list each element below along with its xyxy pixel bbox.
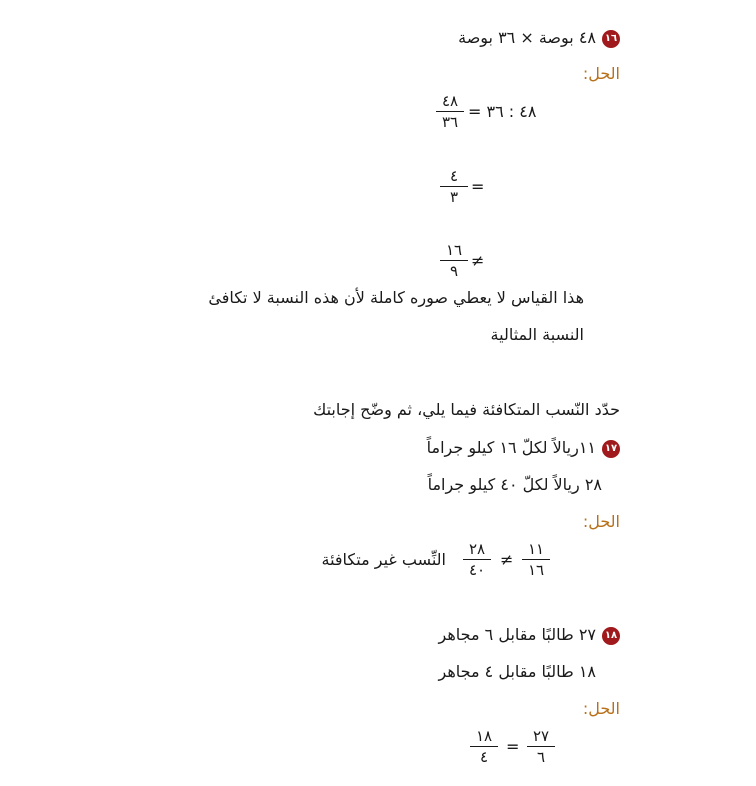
fraction-48-36 [436, 92, 464, 131]
explanation-line-1: هذا القياس لا يعطي صوره كاملة لأن هذه النسبة لا تكافئ [208, 288, 584, 307]
numerator: ١٦ [445, 241, 463, 259]
denominator: ١٦ [527, 561, 545, 579]
fraction-16-9 [440, 241, 468, 280]
numerator: ٤ [449, 167, 459, 185]
denominator: ٣ [449, 188, 459, 206]
solution-label-18: الحل: [582, 699, 620, 718]
problem-17-text-1: ١١ريالاً لكلّ ١٦ كيلو جراماً [426, 438, 596, 457]
problem-18-text-1: ٢٧ طالبًا مقابل ٦ مجاهر [438, 625, 596, 644]
instruction-heading: حدّد النّسب المتكافئة فيما يلي، ثم وضّح إجابتك [313, 400, 620, 419]
problem-17-line-2: ٢٨ ريالاً لكلّ ٤٠ كيلو جراماً [427, 475, 602, 494]
problem-18-badge: ١٨ [602, 627, 620, 645]
fraction-18-4 [470, 727, 498, 766]
problem-17-line-1 [427, 437, 620, 459]
denominator: ٦ [536, 748, 546, 766]
problem-16-question [458, 27, 620, 49]
explanation-line-2: النسبة المثالية [490, 325, 584, 344]
denominator: ٣٦ [441, 113, 459, 131]
not-equal-sign: ≠ [500, 550, 514, 569]
fraction-28-40 [463, 540, 491, 579]
not-equal-sign: ≠ [471, 251, 485, 270]
conclusion-text: النِّسب غير متكافئة [321, 550, 446, 569]
numerator: ٤٨ [441, 92, 459, 110]
solution-label-16: الحل: [582, 64, 620, 83]
denominator: ٩ [449, 262, 459, 280]
problem-18-line-1 [439, 624, 620, 646]
solution-label-17: الحل: [582, 512, 620, 531]
denominator: ٤٠ [468, 561, 486, 579]
fraction-27-6 [527, 727, 555, 766]
ratio-48-36: ٤٨ : ٣٦ = [468, 102, 537, 121]
equals-sign: = [506, 737, 520, 756]
problem-16-badge: ١٦ [602, 30, 620, 48]
numerator: ١١ [527, 540, 545, 558]
denominator: ٤ [479, 748, 489, 766]
problem-18-line-2: ١٨ طالبًا مقابل ٤ مجاهر [438, 662, 596, 681]
fraction-4-3 [440, 167, 468, 206]
numerator: ١٨ [475, 727, 493, 745]
problem-16-text: ٤٨ بوصة × ٣٦ بوصة [458, 28, 596, 47]
equals-sign: = [471, 177, 485, 196]
problem-17-badge: ١٧ [602, 440, 620, 458]
numerator: ٢٧ [532, 727, 550, 745]
numerator: ٢٨ [468, 540, 486, 558]
fraction-11-16 [522, 540, 550, 579]
